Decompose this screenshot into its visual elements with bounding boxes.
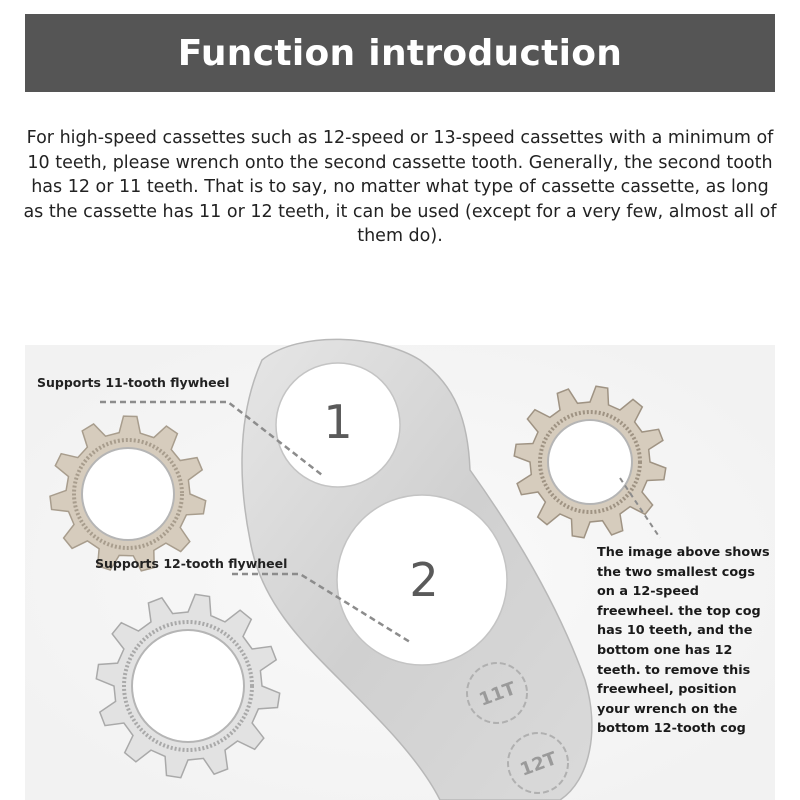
label-12-tooth: Supports 12-tooth flywheel xyxy=(95,556,288,571)
cog-11-center-hole xyxy=(82,448,174,540)
header-banner xyxy=(25,14,775,92)
cog-12-center-hole xyxy=(132,630,244,742)
page-title: Function introduction xyxy=(177,32,623,74)
opening-1-number: 1 xyxy=(323,395,353,449)
label-11-tooth: Supports 11-tooth flywheel xyxy=(37,375,230,390)
intro-paragraph: For high-speed cassettes such as 12-speed or 13-speed cassettes with a minimum of 10 teeth, please wrench onto the second cassette tooth. Generally, the second tooth has 12 or 11 teeth. That is to say, no matter what type of cassette cassette, as long as the cassette has 11 or 12 teeth, it can be used (except for a very few, almost all of them do). xyxy=(23,128,777,246)
cog-right-center-hole xyxy=(548,420,632,504)
opening-2-number: 2 xyxy=(409,553,439,607)
stamp-11t-text: 11T xyxy=(476,678,519,711)
side-note: The image above shows the two smallest cogs on a 12-speed freewheel. the top cog has 10 teeth, and the bottom one has 12 teeth. to remove this freewheel, position your wrench on the bottom 12-tooth cog xyxy=(597,545,770,737)
stamp-12t-text: 12T xyxy=(517,748,560,781)
